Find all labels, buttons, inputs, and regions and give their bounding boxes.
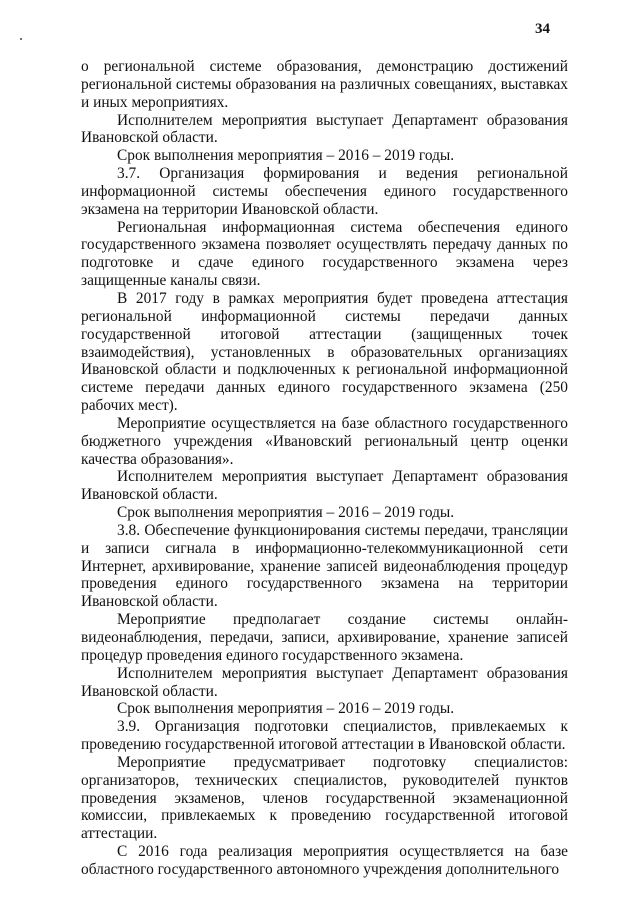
paragraph-deadline: Срок выполнения мероприятия – 2016 – 2019 годы.: [117, 504, 455, 522]
paragraph-deadline: Срок выполнения мероприятия – 2016 – 2019 годы.: [117, 700, 455, 718]
paragraph-executor: Исполнителем мероприятия выступает Департамент образования Ивановской области.: [81, 468, 568, 504]
paragraph-deadline: Срок выполнения мероприятия – 2016 – 2019 годы.: [117, 147, 455, 165]
paragraph-continuation: о региональной системе образования, демонстрацию достижений региональной системы образования на различных совещаниях, выставках и иных мероприятиях.: [81, 58, 568, 111]
paragraph-attestation: В 2017 году в рамках мероприятия будет проведена аттестация региональной информационной системы передачи данных государственной итоговой аттестации (защищенных точек взаимодействия), установленных в образовательных организациях Ивановской области и подключенных к региональной информационной системе передачи данных единого государственного экзамена (250 рабочих мест).: [81, 289, 568, 415]
paragraph-description: Мероприятие предусматривает подготовку специалистов: организаторов, технических специалистов, руководителей пунктов проведения экзаменов, членов государственной экзаменационной комиссии, привлекаемых к проведению государственной итоговой аттестации.: [81, 753, 568, 843]
paragraph-item-3-8: 3.8. Обеспечение функционирования системы передачи, трансляции и записи сигнала в информационно-телекоммуникационной сети Интернет, архивирование, хранение записей видеонаблюдения процедур проведения единого государственного экзамена на территории Ивановской области.: [81, 521, 568, 611]
document-body: [81, 58, 568, 879]
paragraph-item-3-7: 3.7. Организация формирования и ведения региональной информационной системы обеспечения единого государственного экзамена на территории Ивановской области.: [81, 165, 568, 218]
paragraph-base: Мероприятие осуществляется на базе областного государственного бюджетного учреждения «Ивановский региональный центр оценки качества образования».: [81, 414, 568, 468]
page-number: 34: [535, 21, 550, 37]
scan-speck: [20, 38, 22, 40]
paragraph-executor: Исполнителем мероприятия выступает Департамент образования Ивановской области.: [81, 111, 568, 147]
paragraph-description: Мероприятие предполагает создание системы онлайн-видеонаблюдения, передачи, записи, архивирование, хранение записей процедур проведения единого государственного экзамена.: [81, 611, 568, 664]
paragraph-item-3-9: 3.9. Организация подготовки специалистов, привлекаемых к проведению государственной итоговой аттестации в Ивановской области.: [81, 718, 568, 754]
paragraph-description: Региональная информационная система обеспечения единого государственного экзамена позволяет осуществлять передачу данных по подготовке и сдаче единого государственного экзамена через защищенные каналы связи.: [81, 218, 568, 290]
paragraph-executor: Исполнителем мероприятия выступает Департамент образования Ивановской области.: [81, 664, 568, 700]
paragraph-implementation: С 2016 года реализация мероприятия осуществляется на базе областного государственного автономного учреждения дополнительного: [81, 843, 568, 878]
